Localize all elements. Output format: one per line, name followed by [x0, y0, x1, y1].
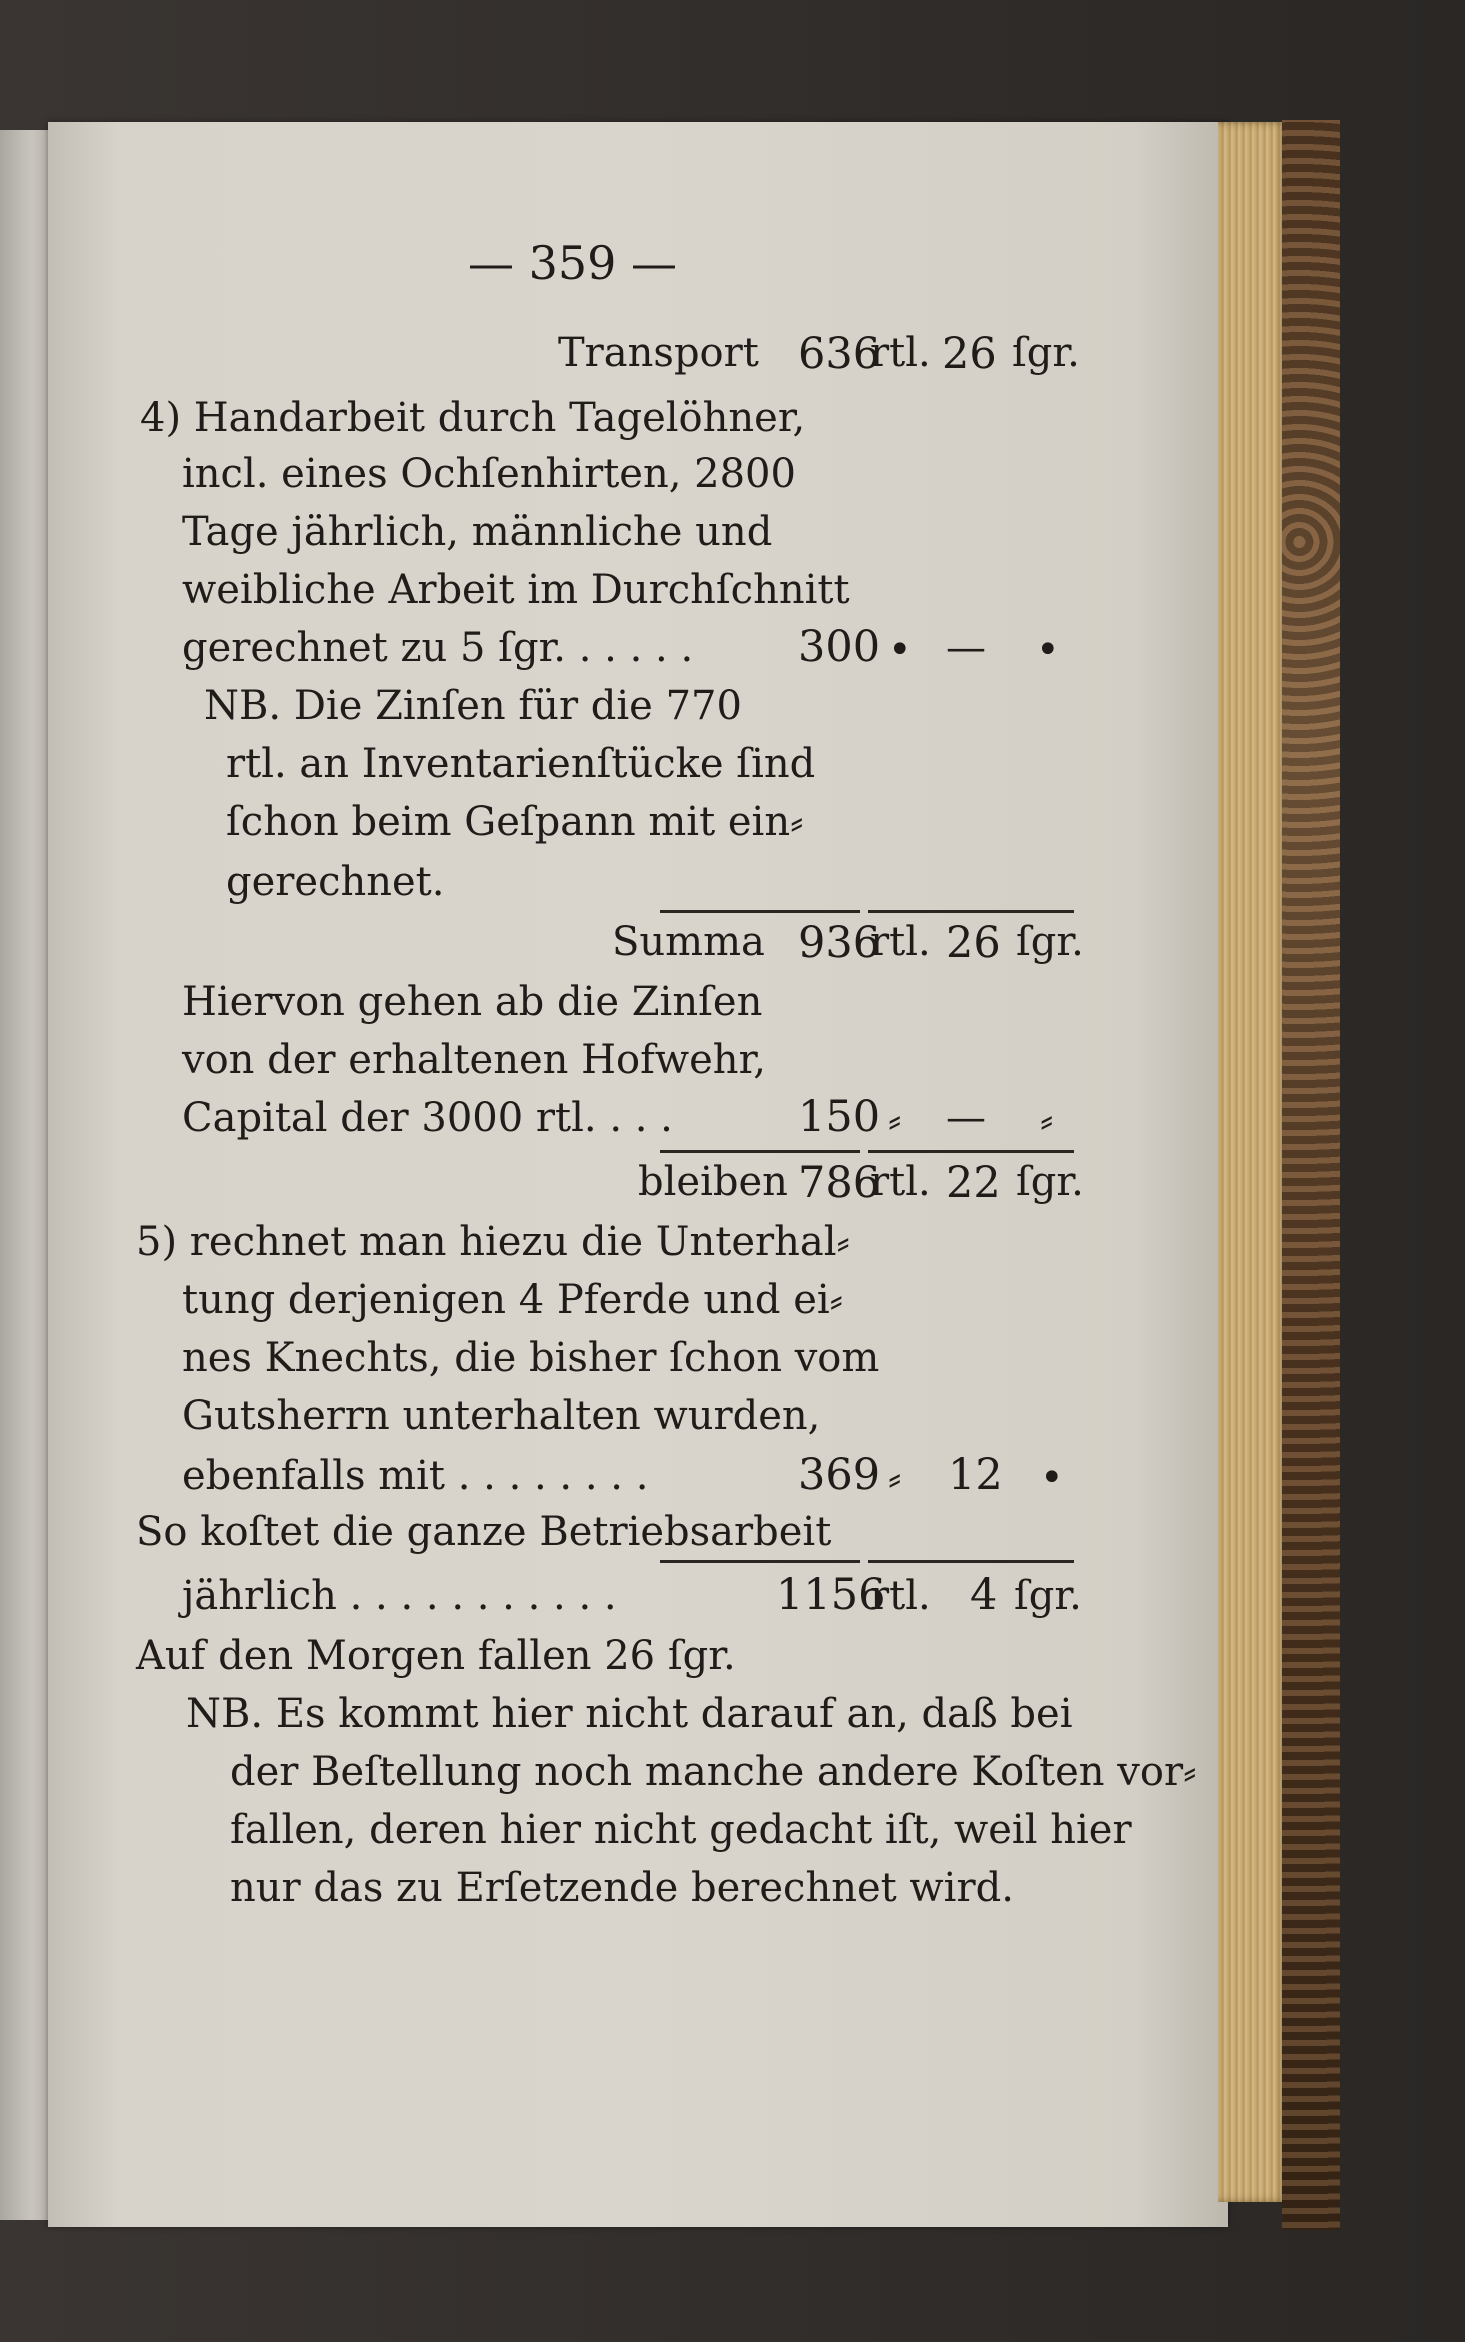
- summa-amount: 936: [798, 918, 881, 968]
- transport-amount: 636: [798, 329, 881, 379]
- item4-line-2: incl. eines Ochſenhirten, 2800: [182, 451, 796, 497]
- bleiben-amount-sgr: 22: [946, 1158, 1001, 1208]
- item4-col4: •: [1036, 627, 1060, 673]
- nb1-line-4: gerechnet.: [226, 859, 445, 905]
- hiervon-line-1: Hiervon gehen ab die Zinſen: [182, 979, 763, 1025]
- nb2-line-1: NB. Es kommt hier nicht darauf an, daß bei: [186, 1691, 1073, 1737]
- hiervon-col4: ⸗: [1040, 1097, 1054, 1143]
- total-unit-rtl: rtl.: [870, 1573, 931, 1619]
- item5-line-4: Gutsherrn unterhalten wurden,: [182, 1393, 821, 1439]
- nb2-line-4: nur das zu Erſetzende berechnet wird.: [230, 1865, 1014, 1911]
- bleiben-unit-sgr: ſgr.: [1016, 1159, 1084, 1205]
- summa-amount-sgr: 26: [946, 918, 1001, 968]
- summa-label: Summa: [612, 919, 765, 965]
- summa-rule-right: [868, 910, 1074, 913]
- page-block-edge: [1218, 122, 1286, 2202]
- hiervon-line-2: von der erhaltenen Hofwehr,: [182, 1037, 767, 1083]
- item4-col2: •: [888, 627, 912, 673]
- transport-amount-sgr: 26: [942, 329, 997, 379]
- item5-col3: 12: [948, 1450, 1003, 1500]
- item5-line-1: 5) rechnet man hiezu die Unterhal⸗: [136, 1219, 850, 1265]
- hiervon-amount: 150: [798, 1092, 881, 1142]
- transport-unit-sgr: ſgr.: [1012, 330, 1080, 376]
- book-cover-edge: [1282, 120, 1340, 2230]
- hiervon-col3: —: [946, 1095, 986, 1141]
- item5-line-5: ebenfalls mit . . . . . . . .: [182, 1453, 649, 1499]
- item4-line-1: 4) Handarbeit durch Tagelöhner,: [140, 395, 806, 441]
- nb1-line-3: ſchon beim Geſpann mit ein⸗: [226, 799, 804, 845]
- total-amount-sgr: 4: [970, 1570, 998, 1620]
- summa-unit-rtl: rtl.: [870, 919, 931, 965]
- nb2-line-2: der Beſtellung noch manche andere Koſten vor⸗: [230, 1749, 1197, 1795]
- summa-unit-sgr: ſgr.: [1016, 919, 1084, 965]
- nb1-line-2: rtl. an Inventarienſtücke ſind: [226, 741, 816, 787]
- total-unit-sgr: ſgr.: [1014, 1573, 1082, 1619]
- item4-line-4: weibliche Arbeit im Durchſchnitt: [182, 567, 850, 613]
- nb1-line-1: NB. Die Zinſen für die 770: [204, 683, 742, 729]
- left-page-edge: [0, 130, 52, 2220]
- bleiben-unit-rtl: rtl.: [870, 1159, 931, 1205]
- hiervon-col2: ⸗: [888, 1097, 902, 1143]
- item5-amount: 369: [798, 1450, 881, 1500]
- item5-col4: •: [1040, 1455, 1064, 1501]
- nb2-line-3: fallen, deren hier nicht gedacht iſt, weil hier: [230, 1807, 1132, 1853]
- transport-unit-rtl: rtl.: [870, 330, 931, 376]
- summa-rule-left: [660, 910, 860, 913]
- total-line-2: jährlich . . . . . . . . . . .: [182, 1573, 617, 1619]
- item5-col2: ⸗: [888, 1455, 902, 1501]
- hiervon-line-3: Capital der 3000 rtl. . . .: [182, 1095, 673, 1141]
- item5-line-2: tung derjenigen 4 Pferde und ei⸗: [182, 1277, 843, 1323]
- item4-amount: 300: [798, 622, 881, 672]
- bleiben-amount: 786: [798, 1158, 881, 1208]
- bleiben-rule-left: [660, 1150, 860, 1153]
- item4-col3: —: [946, 625, 986, 671]
- total-rule-right: [868, 1560, 1074, 1563]
- item4-line-5: gerechnet zu 5 ſgr. . . . . .: [182, 625, 694, 671]
- morgen-line: Auf den Morgen fallen 26 ſgr.: [136, 1633, 736, 1679]
- bleiben-rule-right: [868, 1150, 1074, 1153]
- page-number: — 359 —: [468, 236, 678, 290]
- total-amount: 1156: [776, 1570, 886, 1620]
- item5-line-3: nes Knechts, die bisher ſchon vom: [182, 1335, 880, 1381]
- transport-label: Transport: [558, 330, 759, 376]
- total-rule-left: [660, 1560, 860, 1563]
- total-line-1: So koſtet die ganze Betriebsarbeit: [136, 1509, 832, 1555]
- bleiben-label: bleiben: [638, 1159, 788, 1205]
- item4-line-3: Tage jährlich, männliche und: [182, 509, 773, 555]
